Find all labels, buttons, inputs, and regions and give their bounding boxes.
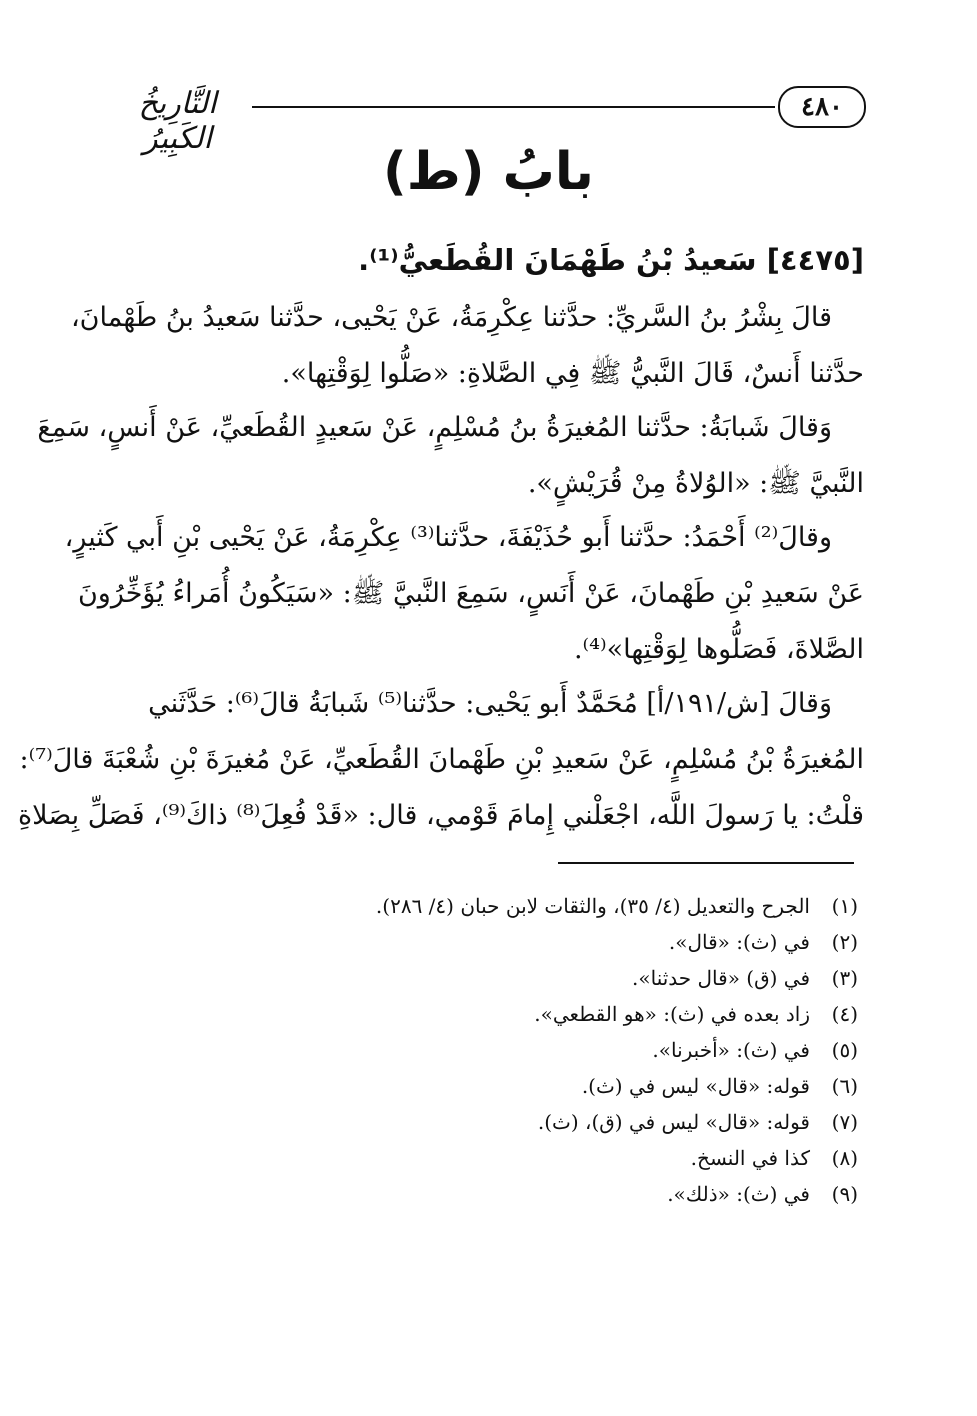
footnote-separator (558, 862, 854, 864)
footnote-number: (٧) (831, 1110, 858, 1134)
page-number: ٤٨٠ (778, 86, 866, 128)
text-line: قلْتُ: يا رَسولَ اللَّه، اجْعَلْني إِمامَ قَوْمي، قال: «قَدْ فُعِلَ⁽⁸⁾ ذاكَ⁽⁹⁾، فَصَلِّ بِصَلاةِ (18, 800, 864, 831)
text-line: قالَ بِشْرُ بنُ السَّريِّ: حدَّثنا عِكْرِمَةُ، عَنْ يَحْيى، حدَّثنا سَعيدُ بنُ طَهْمانَ، (70, 302, 832, 333)
footnote-number: (٦) (831, 1074, 858, 1098)
paragraph-4 (18, 676, 864, 844)
text-line: وَقالَ [ش/١٩١/أ] مُحَمَّدٌ أَبو يَحْيى: حدَّثنا⁽⁵⁾ شَبابَةُ قالَ⁽⁶⁾: حَدَّثَني (148, 688, 832, 719)
footnote-text: كذا في النسخ. (690, 1146, 810, 1170)
footnote-number: (٥) (831, 1038, 858, 1062)
footnote-number: (٩) (831, 1182, 858, 1206)
footnote-text: في (ث): «أخبرنا». (652, 1038, 810, 1062)
footnote-number: (٨) (831, 1146, 858, 1170)
footnote-text: في (ث): «قال». (668, 930, 810, 954)
footnote (100, 1104, 858, 1140)
footnotes (100, 888, 858, 1212)
footnote-text: قوله: «قال» ليس في (ق)، (ث). (537, 1110, 810, 1134)
paragraph-2 (37, 400, 864, 512)
footnote-number: (٢) (831, 930, 858, 954)
footnote (100, 924, 858, 960)
header-rule (252, 106, 775, 108)
page-header (0, 82, 977, 156)
footnote-text: زاد بعده في (ث): «هو القطعي». (534, 1002, 810, 1026)
entry-heading: [٤٤٧٥] سَعيدُ بْنُ طَهْمَانَ القُطَعيُّ⁽¹⁾. (358, 243, 864, 277)
footnote (100, 1032, 858, 1068)
footnote (100, 888, 858, 924)
text-line: النَّبيَّ ﷺ: «الوُلاةُ مِنْ قُرَيْشٍ». (527, 468, 864, 499)
footnote-number: (١) (831, 894, 858, 918)
paragraph-3 (64, 510, 864, 678)
text-line: وَقالَ شَبابَةُ: حدَّثنا المُغيرَةُ بنُ مُسْلِمٍ، عَنْ سَعيدٍ القُطَعيِّ، عَنْ أَنسٍ، سَمِعَ (37, 412, 832, 443)
text-line: الصَّلاةَ، فَصَلُّوها لِوَقْتِها»⁽⁴⁾. (573, 634, 864, 665)
footnote (100, 1176, 858, 1212)
footnote (100, 960, 858, 996)
footnote (100, 1068, 858, 1104)
text-line: حدَّثنا أَنسٌ، قَالَ النَّبيُّ ﷺ فِي الصَّلاةِ: «صَلُّوا لِوَقْتِها». (281, 358, 864, 389)
chapter-title: بابُ (ط) (383, 142, 594, 202)
text-line: عَنْ سَعيدِ بْنِ طَهْمانَ، عَنْ أَنَسٍ، سَمِعَ النَّبيَّ ﷺ: «سَيَكُونُ أُمَراءُ يُؤَخِّرُونَ (77, 578, 864, 609)
footnote (100, 996, 858, 1032)
footnote-text: قوله: «قال» ليس في (ث). (581, 1074, 810, 1098)
text-line: وقالَ⁽²⁾ أَحْمَدُ: حدَّثنا أَبو حُذَيْفَةَ، حدَّثنا⁽³⁾ عِكْرِمَةُ، عَنْ يَحْيى بْنِ أَبي كَثيرٍ، (64, 522, 832, 553)
footnote-text: في (ق) «قال حدثنا». (632, 966, 810, 990)
footnote-text: في (ث): «ذلك». (667, 1182, 810, 1206)
text-line: المُغيرَةُ بْنُ مُسْلِمٍ، عَنْ سَعيدِ بْنِ طَهْمانَ القُطَعيِّ، عَنْ مُغيرَةَ بْنِ شُعْبَةَ قالَ⁽⁷⁾: (19, 744, 864, 775)
footnote-number: (٤) (831, 1002, 858, 1026)
footnote-text: الجرح والتعديل (٤/ ٣٥)، والثقات لابن حبان (٤/ ٢٨٦). (375, 894, 810, 918)
footnote-number: (٣) (831, 966, 858, 990)
paragraph-1 (70, 290, 864, 402)
running-title: التَّارِيخُ الكَبِيرُ (138, 86, 217, 156)
footnote (100, 1140, 858, 1176)
